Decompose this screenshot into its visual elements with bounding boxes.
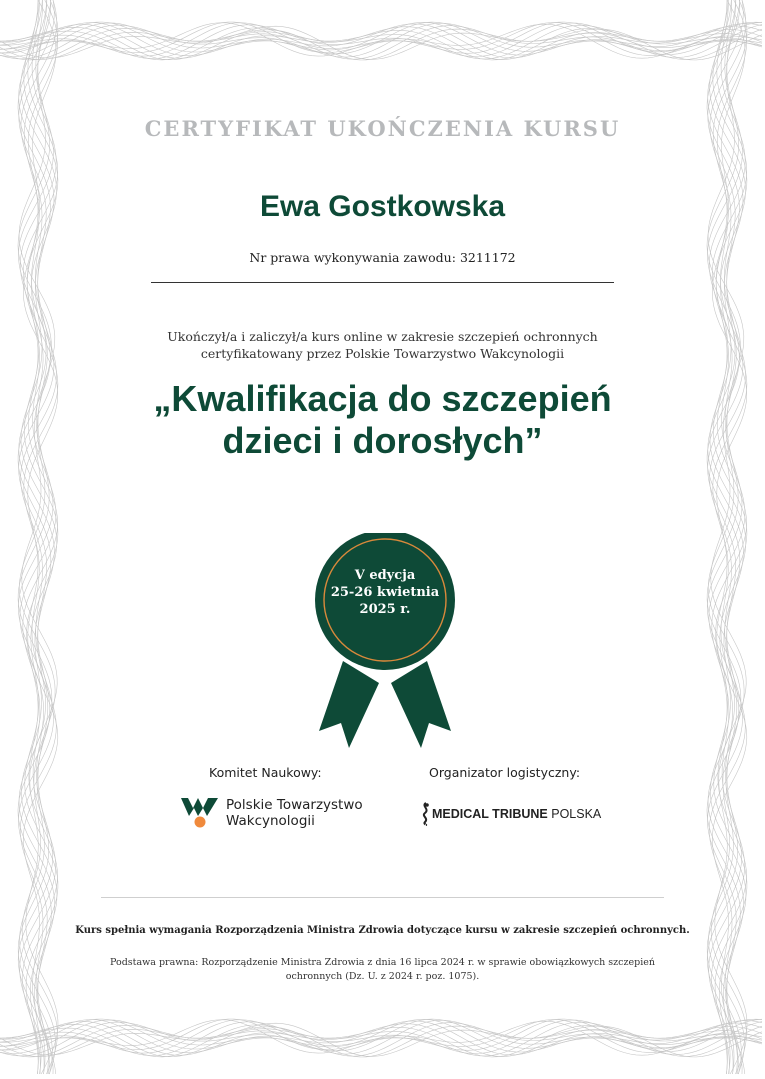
logistics-label: Organizator logistyczny:: [429, 765, 581, 780]
footer-divider: [101, 897, 664, 898]
badge-dates: 25-26 kwietnia: [330, 585, 440, 600]
badge-edition: V edycja: [354, 568, 416, 583]
course-title-line-1: „Kwalifikacja do szczepień: [153, 378, 612, 419]
rosette-badge-icon: [305, 533, 465, 753]
description-line-2: certyfikatowany przez Polskie Towarzystwo Wakcynologii: [200, 346, 565, 361]
recipient-name: Ewa Gostkowska: [259, 190, 506, 223]
description-line-1: Ukończył/a i zaliczył/a kurs online w zakresie szczepień ochronnych: [167, 329, 598, 344]
certificate-heading: CERTYFIKAT UKOŃCZENIA KURSU: [144, 116, 621, 141]
divider-line: [151, 282, 614, 283]
badge-year: 2025 r.: [359, 602, 411, 617]
mt-brand-light: POLSKA: [551, 807, 602, 821]
course-title-line-2: dzieci i dorosłych”: [222, 420, 543, 461]
committee-label: Komitet Naukowy:: [209, 765, 322, 780]
ribbon-left: [319, 661, 379, 748]
ptw-name-line-2: Wakcynologii: [226, 813, 315, 829]
legal-basis-line-1: Podstawa prawna: Rozporządzenie Ministra Zdrowia z dnia 16 lipca 2024 r. w sprawie obowiązkowych szczepień: [110, 957, 655, 968]
license-label: Nr prawa wykonywania zawodu:: [249, 250, 456, 265]
course-description: [0, 328, 765, 362]
badge-text: [315, 567, 455, 618]
mt-brand-bold: MEDICAL TRIBUNE: [432, 807, 548, 821]
ptw-name: [226, 797, 363, 829]
course-title: [0, 378, 765, 462]
ptw-name-line-1: Polskie Towarzystwo: [226, 797, 363, 813]
legal-basis-line-2: ochronnych (Dz. U. z 2024 r. poz. 1075).: [285, 971, 480, 982]
ribbon-right: [391, 661, 451, 748]
legal-basis: [0, 956, 765, 984]
license-number: 3211172: [459, 250, 516, 265]
license-number-row: [0, 250, 765, 265]
medical-tribune-text: [432, 807, 601, 821]
requirement-note: Kurs spełnia wymagania Rozporządzenia Ministra Zdrowia dotyczące kursu w zakresie szczepień ochronnych.: [75, 925, 690, 936]
